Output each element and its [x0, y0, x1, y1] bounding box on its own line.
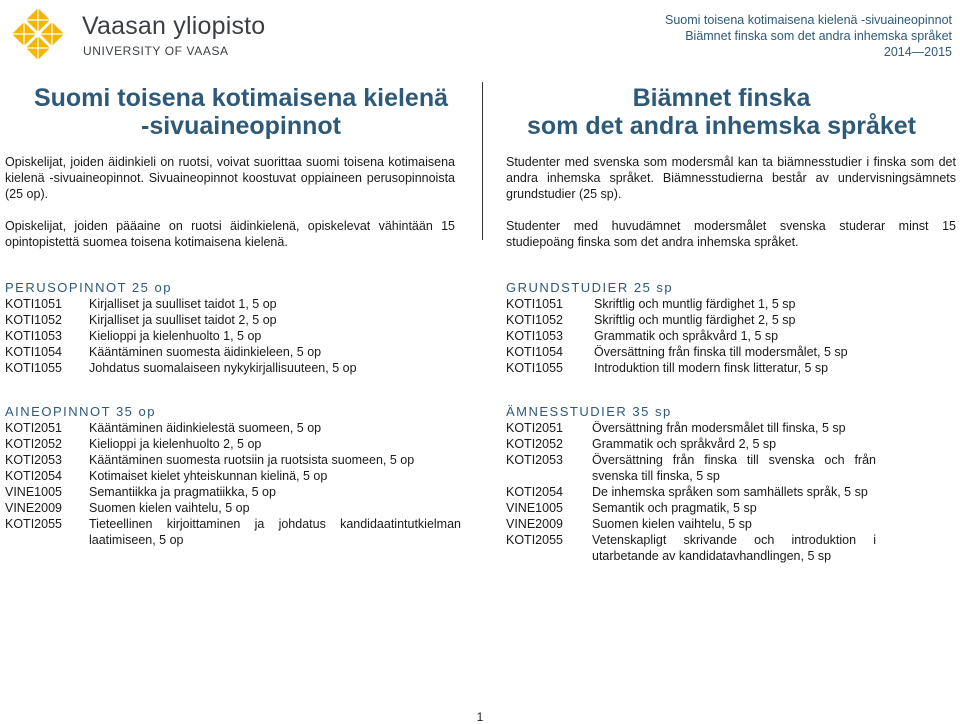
left-title [0, 84, 482, 140]
course-code: KOTI2054 [506, 485, 563, 499]
course-code: KOTI1051 [506, 297, 563, 311]
course-code: KOTI2055 [5, 517, 62, 531]
course-name: Kielioppi ja kielenhuolto 1, 5 op [89, 329, 262, 343]
course-name: Tieteellinen kirjoittaminen ja johdatus kandidaatintutkielman laatimiseen, 5 op [89, 517, 461, 547]
course-name: Översättning från modersmålet till finska, 5 sp [592, 421, 846, 435]
course-row [506, 500, 876, 516]
course-row [5, 468, 461, 484]
course-name: Kielioppi ja kielenhuolto 2, 5 op [89, 437, 262, 451]
course-row [506, 436, 876, 452]
column-divider [482, 82, 483, 240]
course-name: Vetenskapligt skrivande och introduktion i utarbetande av kandidatavhandlingen, 5 sp [592, 533, 876, 563]
course-name: Kääntäminen suomesta äidinkieleen, 5 op [89, 345, 322, 359]
course-code: KOTI2051 [5, 421, 62, 435]
course-code: KOTI2053 [506, 453, 563, 467]
course-name: Översättning från finska till svenska och från svenska till finska, 5 sp [592, 453, 876, 483]
left-second-paragraph: Opiskelijat, joiden pääaine on ruotsi äidinkielenä, opiskelevat vähintään 15 opintopistettä suomea toisena kotimaisena kielenä. [5, 219, 455, 249]
course-row [5, 328, 465, 344]
course-name: Översättning från finska till modersmålet, 5 sp [594, 345, 848, 359]
left-title-line-2: -sivuaineopinnot [141, 112, 341, 140]
course-name: De inhemska språken som samhällets språk, 5 sp [592, 485, 868, 499]
logo-name-fi: Vaasan yliopisto [82, 12, 266, 40]
amnesstudier-title: ÄMNESSTUDIER 35 sp [506, 404, 672, 419]
course-code: KOTI1052 [5, 313, 62, 327]
right-title-line-1: Biämnet finska [632, 84, 811, 112]
header-line-1: Suomi toisena kotimaisena kielenä -sivuaineopinnot [665, 13, 952, 27]
course-code: KOTI1053 [5, 329, 62, 343]
right-second-paragraph: Studenter med huvudämnet modersmålet svenska studerar minst 15 studiepoäng finska som det andra inhemska språket. [506, 219, 956, 249]
course-code: KOTI2052 [5, 437, 62, 451]
course-row [5, 360, 465, 376]
course-code: KOTI2053 [5, 453, 62, 467]
course-name: Kirjalliset ja suulliset taidot 1, 5 op [89, 297, 277, 311]
course-name: Semantik och pragmatik, 5 sp [592, 501, 757, 515]
course-row [5, 500, 461, 516]
course-row [506, 532, 876, 564]
course-name: Kirjalliset ja suulliset taidot 2, 5 op [89, 313, 277, 327]
course-name: Kotimaiset kielet yhteiskunnan kielinä, 5 op [89, 469, 328, 483]
course-code: KOTI1054 [506, 345, 563, 359]
course-row [5, 296, 465, 312]
header-year: 2014—2015 [883, 45, 952, 59]
course-row [5, 312, 465, 328]
course-code: KOTI1055 [5, 361, 62, 375]
course-code: KOTI1054 [5, 345, 62, 359]
course-code: KOTI2052 [506, 437, 563, 451]
course-name: Grammatik och språkvård 1, 5 sp [594, 329, 779, 343]
course-code: KOTI2055 [506, 533, 563, 547]
course-row [5, 420, 461, 436]
course-code: KOTI2051 [506, 421, 563, 435]
course-row [5, 484, 461, 500]
course-row [506, 296, 956, 312]
university-logo [6, 6, 306, 64]
grundstudier-section [506, 280, 956, 376]
course-row [506, 420, 876, 436]
course-name: Skriftlig och muntlig färdighet 1, 5 sp [594, 297, 796, 311]
grundstudier-title: GRUNDSTUDIER 25 sp [506, 280, 674, 295]
course-row [506, 516, 876, 532]
course-name: Introduktion till modern finsk litteratur, 5 sp [594, 361, 829, 375]
perusopinnot-section [5, 280, 465, 376]
course-name: Skriftlig och muntlig färdighet 2, 5 sp [594, 313, 796, 327]
course-code: VINE2009 [5, 501, 62, 515]
course-name: Grammatik och språkvård 2, 5 sp [592, 437, 777, 451]
course-row [5, 516, 461, 548]
header-line-2: Biämnet finska som det andra inhemska språket [685, 29, 952, 43]
course-name: Johdatus suomalaiseen nykykirjallisuuteen, 5 op [89, 361, 357, 375]
course-name: Suomen kielen vaihtelu, 5 op [89, 501, 250, 515]
course-row [506, 484, 876, 500]
logo-mark-icon [6, 6, 70, 64]
course-code: VINE1005 [506, 501, 563, 515]
course-row [506, 312, 956, 328]
course-name: Suomen kielen vaihtelu, 5 sp [592, 517, 752, 531]
course-row [506, 344, 956, 360]
course-code: KOTI1053 [506, 329, 563, 343]
aineopinnot-section [5, 404, 461, 548]
perusopinnot-title: PERUSOPINNOT 25 op [5, 280, 172, 295]
left-title-line-1: Suomi toisena kotimaisena kielenä [33, 84, 449, 112]
aineopinnot-title: AINEOPINNOT 35 op [5, 404, 156, 419]
course-code: KOTI1051 [5, 297, 62, 311]
course-row [506, 452, 876, 484]
course-code: KOTI1055 [506, 361, 563, 375]
course-code: KOTI2054 [5, 469, 62, 483]
logo-name-en: UNIVERSITY OF VAASA [83, 44, 229, 58]
right-title-line-2: som det andra inhemska språket [526, 112, 917, 140]
course-row [5, 436, 461, 452]
course-code: VINE1005 [5, 485, 62, 499]
right-title [483, 84, 960, 140]
course-code: VINE2009 [506, 517, 563, 531]
right-intro-paragraph: Studenter med svenska som modersmål kan ta biämnesstudier i finska som det andra inhemska språket. Biämnesstudierna består av undervisningsämnets grundstudier (25 sp). [506, 155, 956, 201]
amnesstudier-section [506, 404, 876, 564]
course-name: Kääntäminen äidinkielestä suomeen, 5 op [89, 421, 322, 435]
course-name: Semantiikka ja pragmatiikka, 5 op [89, 485, 276, 499]
left-intro-paragraph: Opiskelijat, joiden äidinkieli on ruotsi, voivat suorittaa suomi toisena kotimaisena kielenä -sivuaineopinnot. Sivuaineopinnot koostuvat oppiaineen perusopinnoista (25 op). [5, 155, 455, 201]
course-row [506, 360, 956, 376]
page-number: 1 [476, 710, 484, 724]
course-row [506, 328, 956, 344]
course-name: Kääntäminen suomesta ruotsiin ja ruotsista suomeen, 5 op [89, 453, 415, 467]
course-row [5, 344, 465, 360]
course-code: KOTI1052 [506, 313, 563, 327]
document-header [665, 12, 952, 60]
course-row [5, 452, 461, 468]
